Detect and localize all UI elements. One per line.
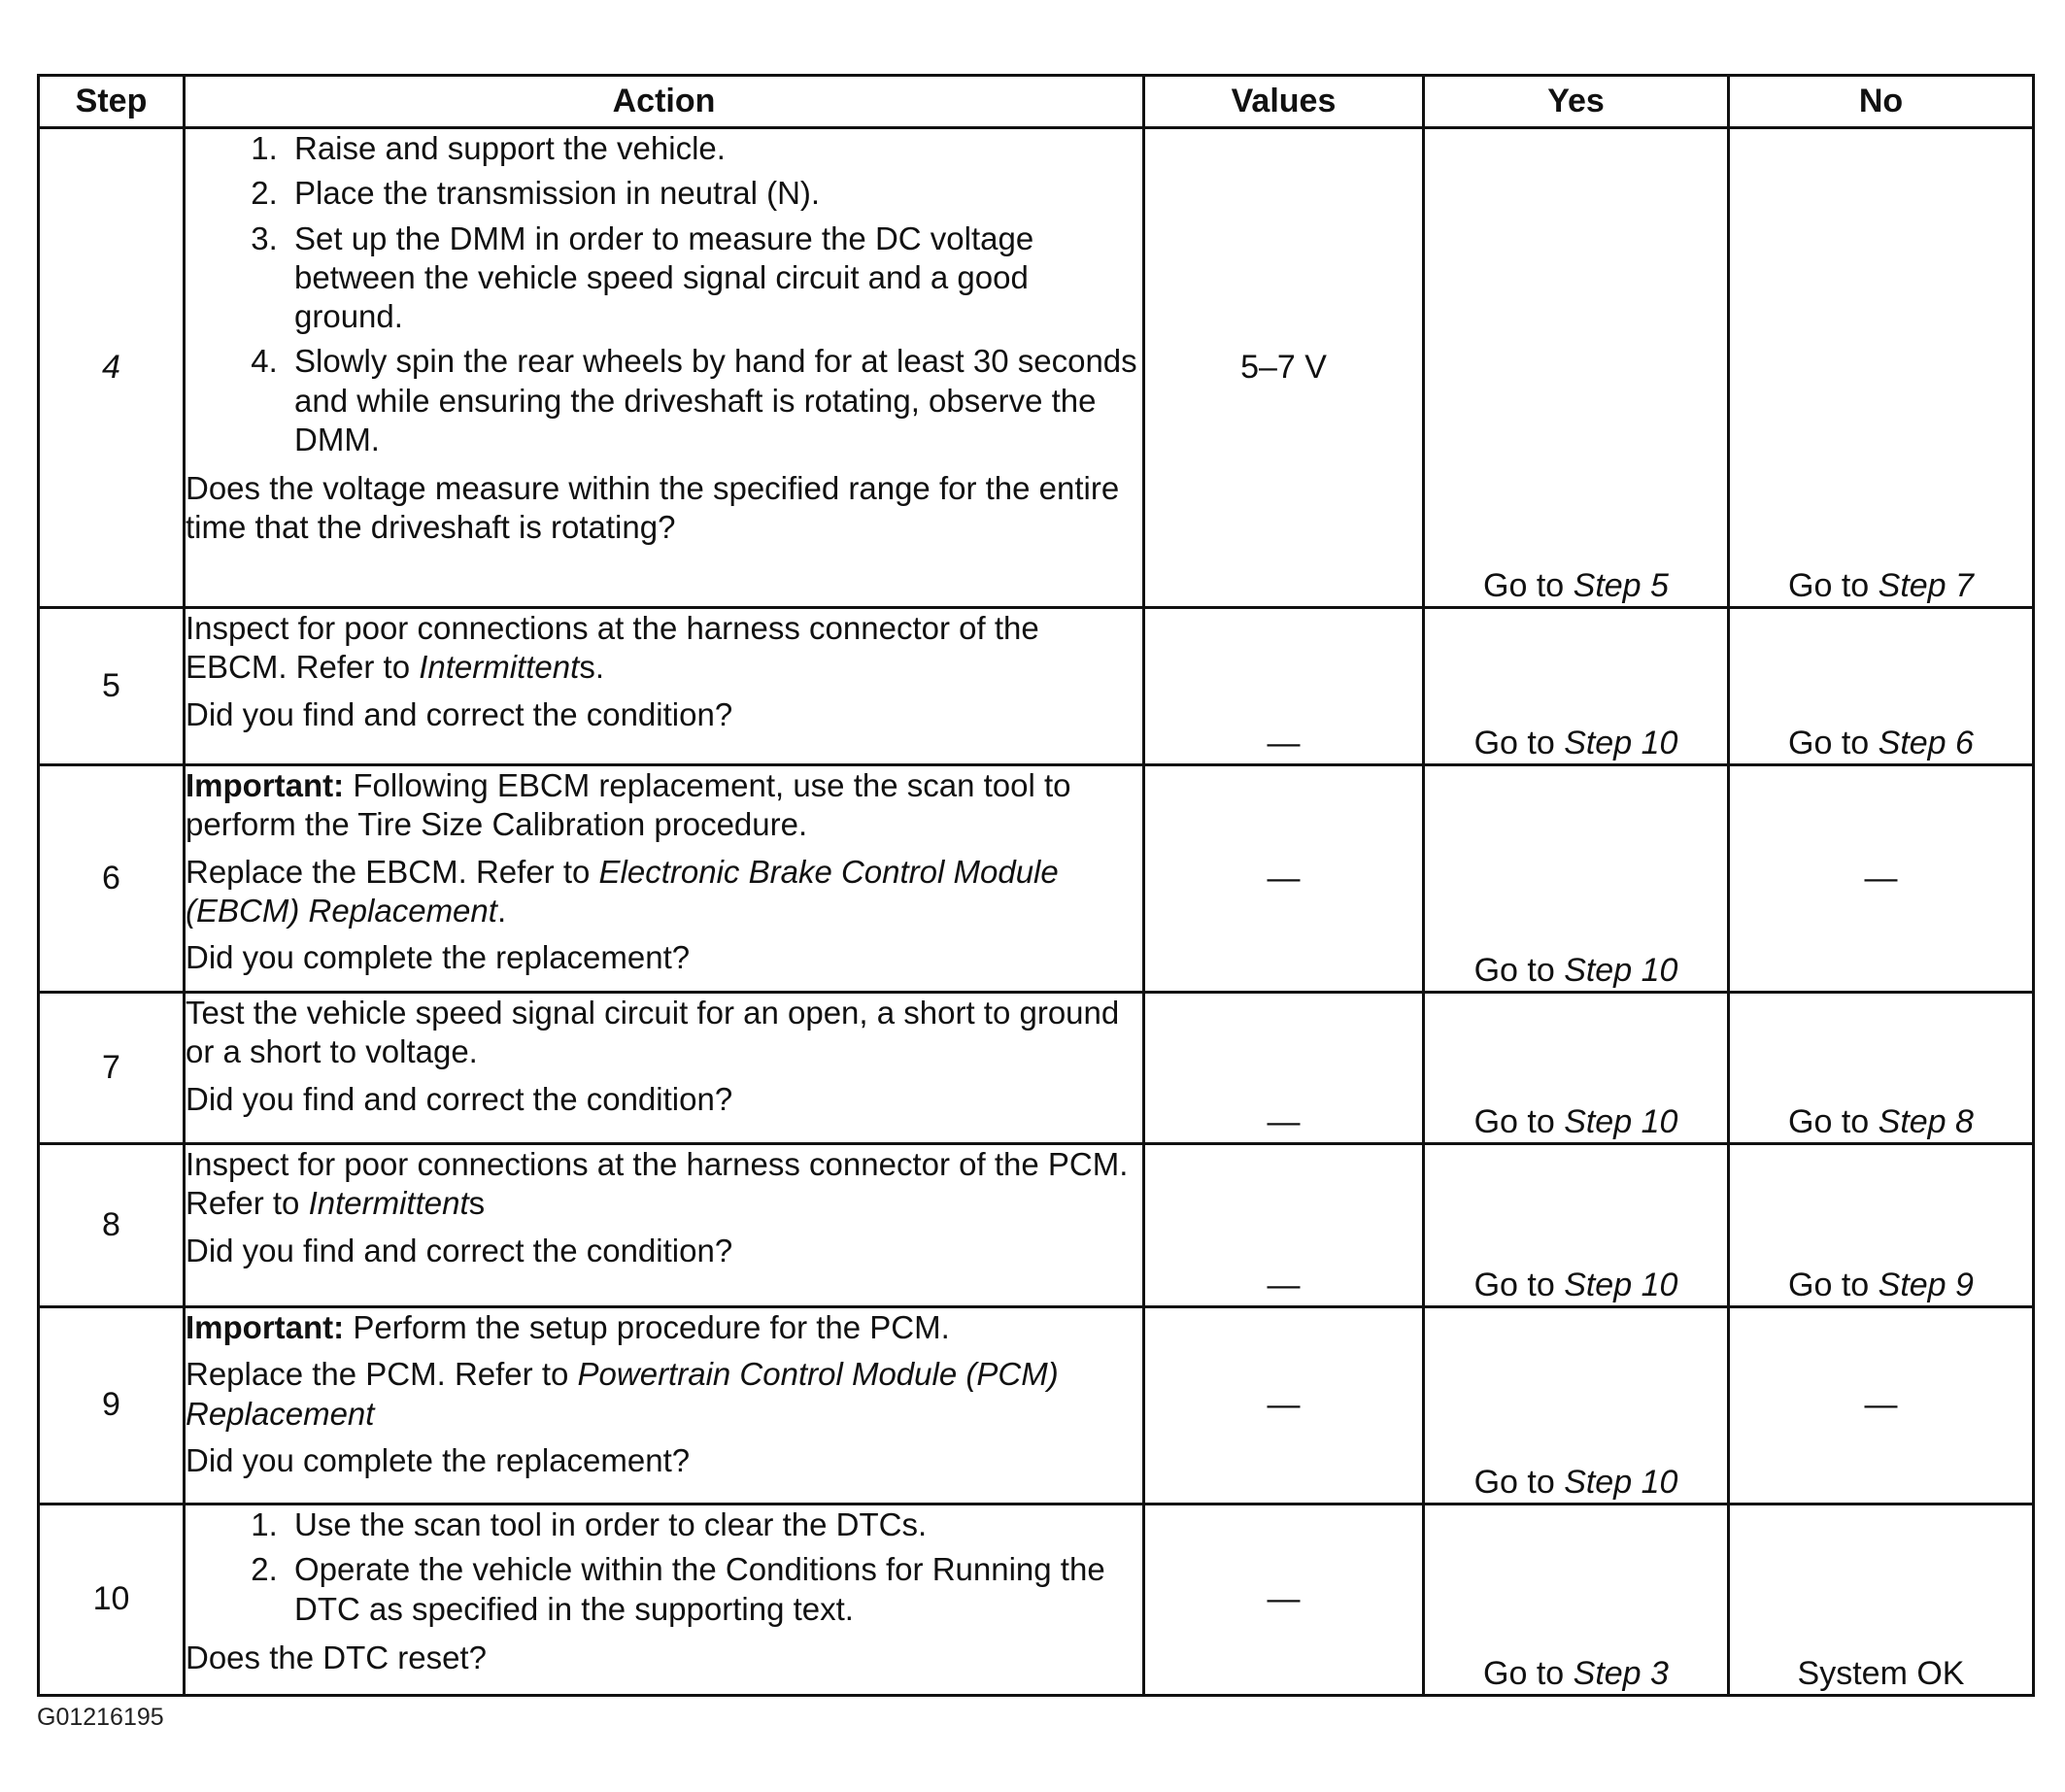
- action-step: 3. Set up the DMM in order to measure the DC voltage between the vehicle speed signal circuit and a good ground.: [287, 220, 1142, 337]
- reference-link[interactable]: Powertrain Control Module (PCM) Replacement: [186, 1356, 1059, 1432]
- figure-code: G01216195: [37, 1704, 164, 1731]
- yes-cell: [1424, 608, 1729, 765]
- action-cell: [185, 993, 1144, 1144]
- step-number: 7: [39, 993, 185, 1144]
- action-cell: [185, 1307, 1144, 1505]
- yes-prefix: Go to: [1473, 1463, 1565, 1501]
- reference-link[interactable]: Electronic Brake Control Module (EBCM) Replacement: [186, 853, 1059, 929]
- no-cell: —: [1729, 1307, 2034, 1505]
- action-steps: [186, 1505, 1142, 1629]
- action-text-b: s.: [579, 649, 604, 686]
- yes-step-ref: Step 5: [1573, 566, 1669, 604]
- table-row: [39, 1505, 2034, 1696]
- yes-prefix: Go to: [1473, 1266, 1565, 1303]
- yes-prefix: Go to: [1473, 1102, 1565, 1140]
- action-question: Did you complete the replacement?: [186, 1441, 691, 1478]
- no-prefix: Go to: [1788, 1266, 1879, 1303]
- action-text: [186, 609, 1142, 688]
- action-step: 2. Place the transmission in neutral (N).: [287, 174, 1142, 213]
- no-cell: [1729, 1144, 2034, 1307]
- table-row: [39, 1144, 2034, 1307]
- action-step: 4. Slowly spin the rear wheels by hand for at least 30 seconds and while ensuring the driveshaft is rotating, observe the DMM.: [287, 342, 1142, 459]
- no-step-ref: Step 9: [1878, 1266, 1974, 1303]
- yes-prefix: Go to: [1473, 951, 1565, 989]
- action-cell: [185, 608, 1144, 765]
- table-row: [39, 1307, 2034, 1505]
- value-cell: —: [1144, 608, 1424, 765]
- value-cell: —: [1144, 1307, 1424, 1505]
- value-cell: 5–7 V: [1144, 128, 1424, 608]
- table-row: [39, 608, 2034, 765]
- no-cell: [1729, 993, 2034, 1144]
- important-text: Following EBCM replacement, use the scan tool to perform the Tire Size Calibration procedure.: [186, 767, 1071, 843]
- table-row: [39, 765, 2034, 993]
- reference-link[interactable]: Intermittent: [308, 1185, 469, 1222]
- action-step: 1. Use the scan tool in order to clear the DTCs.: [287, 1505, 1142, 1544]
- action-step: 2. Operate the vehicle within the Conditions for Running the DTC as specified in the supporting text.: [287, 1550, 1142, 1629]
- yes-cell: [1424, 128, 1729, 608]
- yes-prefix: Go to: [1483, 1654, 1574, 1692]
- step-number: 10: [39, 1505, 185, 1696]
- header-row: [39, 76, 2034, 128]
- action-text: [186, 1355, 1142, 1434]
- step-number: 9: [39, 1307, 185, 1505]
- step-number: 4: [39, 128, 185, 608]
- action-text: [186, 1145, 1142, 1224]
- no-prefix: Go to: [1788, 724, 1879, 761]
- header-no: No: [1729, 76, 2034, 128]
- yes-step-ref: Step 10: [1564, 1102, 1678, 1140]
- no-step-ref: Step 6: [1878, 724, 1974, 761]
- important-note: [186, 766, 1142, 845]
- action-cell: [185, 1144, 1144, 1307]
- no-cell: [1729, 608, 2034, 765]
- yes-step-ref: Step 3: [1573, 1654, 1669, 1692]
- step-number: 5: [39, 608, 185, 765]
- action-cell: [185, 1505, 1144, 1696]
- action-text-a: Replace the PCM. Refer to: [186, 1356, 578, 1393]
- diagnostic-table: [37, 74, 2035, 1697]
- value-cell: —: [1144, 1505, 1424, 1696]
- no-step-ref: Step 8: [1878, 1102, 1974, 1140]
- yes-step-ref: Step 10: [1564, 951, 1678, 989]
- action-text-b: s: [468, 1185, 486, 1222]
- important-note: [186, 1308, 1142, 1347]
- action-text-a: Inspect for poor connections at the harness connector of the PCM. Refer to: [186, 1146, 1129, 1222]
- yes-cell: [1424, 1307, 1729, 1505]
- yes-prefix: Go to: [1483, 566, 1574, 604]
- yes-prefix: Go to: [1473, 724, 1565, 761]
- action-question: Did you find and correct the condition?: [186, 695, 733, 732]
- action-text: Test the vehicle speed signal circuit for an open, a short to ground or a short to voltage.: [186, 995, 1120, 1070]
- no-prefix: Go to: [1788, 566, 1879, 604]
- important-text: Perform the setup procedure for the PCM.: [344, 1309, 950, 1345]
- yes-cell: [1424, 765, 1729, 993]
- action-cell: [185, 765, 1144, 993]
- action-text-a: Replace the EBCM. Refer to: [186, 853, 599, 890]
- action-step: 1. Raise and support the vehicle.: [287, 129, 1142, 168]
- value-cell: —: [1144, 1144, 1424, 1307]
- no-prefix: Go to: [1788, 1102, 1879, 1140]
- header-step: Step: [39, 76, 185, 128]
- header-action: Action: [185, 76, 1144, 128]
- action-question: Did you find and correct the condition?: [186, 1080, 733, 1117]
- yes-cell: [1424, 993, 1729, 1144]
- action-question: Does the voltage measure within the specified range for the entire time that the driveshaft is rotating?: [186, 470, 1120, 546]
- action-question: Does the DTC reset?: [186, 1639, 487, 1675]
- header-yes: Yes: [1424, 76, 1729, 128]
- reference-link[interactable]: Intermittent: [419, 649, 580, 686]
- action-question: Did you find and correct the condition?: [186, 1232, 733, 1268]
- value-cell: —: [1144, 765, 1424, 993]
- action-cell: [185, 128, 1144, 608]
- yes-step-ref: Step 10: [1564, 724, 1678, 761]
- action-steps: [186, 129, 1142, 459]
- no-cell: [1729, 128, 2034, 608]
- action-question: Did you complete the replacement?: [186, 939, 691, 975]
- step-number: 8: [39, 1144, 185, 1307]
- table-row: [39, 993, 2034, 1144]
- action-text: [186, 853, 1142, 931]
- important-label: Important:: [186, 1309, 345, 1345]
- header-values: Values: [1144, 76, 1424, 128]
- important-label: Important:: [186, 767, 345, 803]
- action-text-b: .: [496, 892, 507, 929]
- yes-step-ref: Step 10: [1564, 1463, 1678, 1501]
- yes-cell: [1424, 1505, 1729, 1696]
- no-cell: System OK: [1729, 1505, 2034, 1696]
- value-cell: —: [1144, 993, 1424, 1144]
- no-cell: —: [1729, 765, 2034, 993]
- table-row: [39, 128, 2034, 608]
- no-step-ref: Step 7: [1878, 566, 1974, 604]
- yes-cell: [1424, 1144, 1729, 1307]
- step-number: 6: [39, 765, 185, 993]
- action-text-a: Inspect for poor connections at the harness connector of the EBCM. Refer to: [186, 610, 1039, 686]
- yes-step-ref: Step 10: [1564, 1266, 1678, 1303]
